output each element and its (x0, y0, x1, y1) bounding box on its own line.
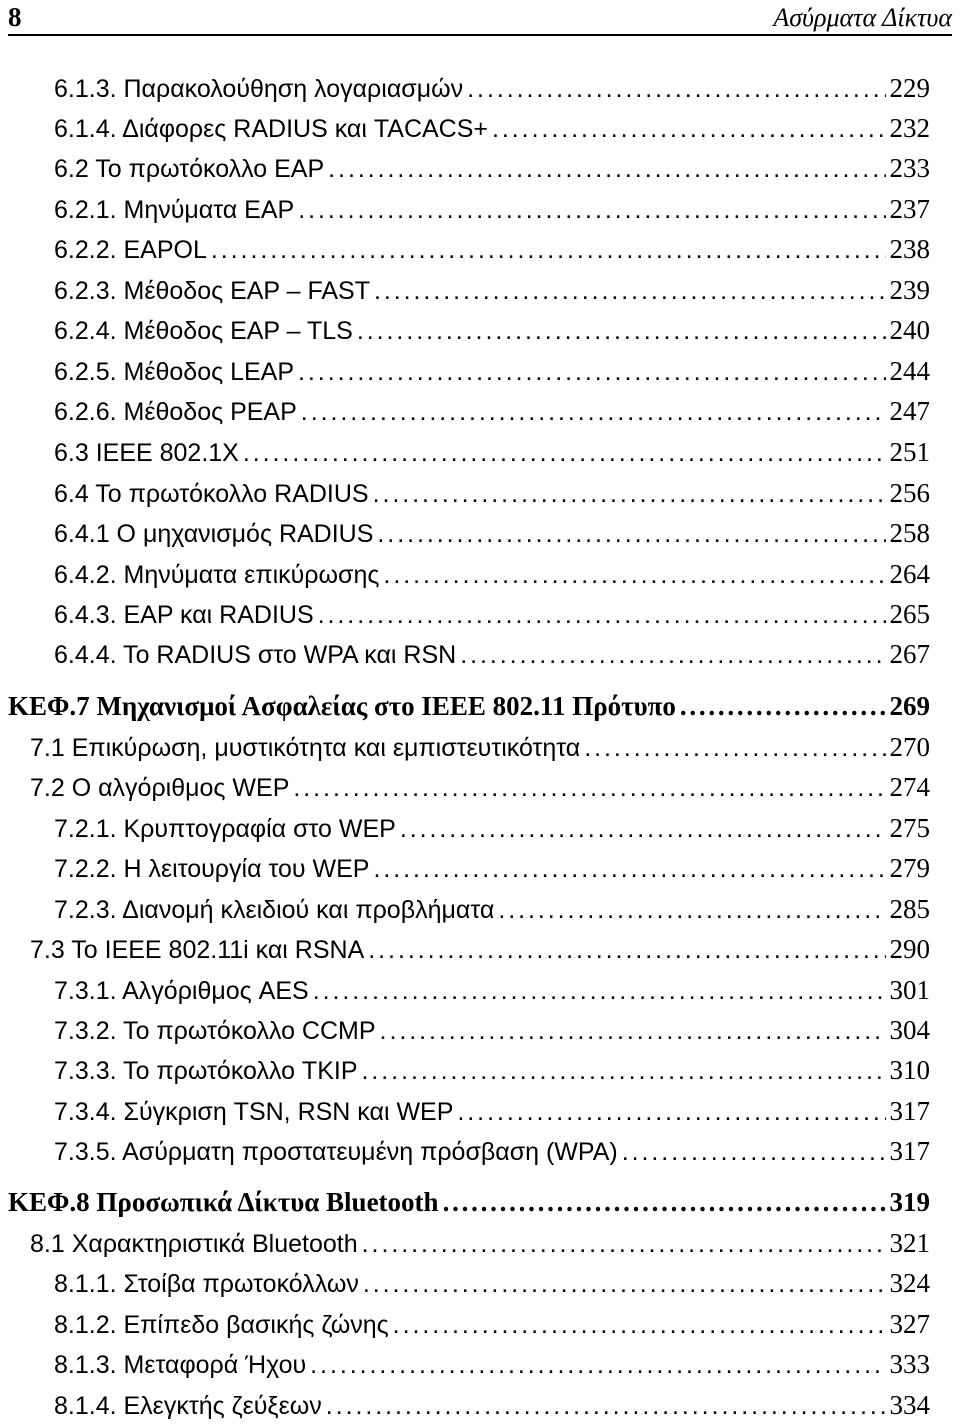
toc-entry-title: 7.3.5. Ασύρματη προστατευμένη πρόσβαση (WPA) (54, 1138, 618, 1166)
toc-entry[interactable] (54, 1344, 930, 1384)
toc-dot-leader (362, 1051, 886, 1091)
toc-entry-title: 7.1 Επικύρωση, μυστικότητα και εμπιστευτικότητα (30, 734, 581, 762)
toc-entry-page: 247 (889, 396, 930, 426)
toc-dot-leader (373, 849, 885, 889)
toc-entry-page: 279 (889, 853, 930, 883)
toc-dot-leader (293, 768, 885, 808)
toc-entry-page: 324 (889, 1268, 930, 1298)
toc-entry[interactable] (54, 848, 930, 888)
toc-entry-page: 267 (889, 639, 930, 669)
toc-entry-title: 6.4.2. Μηνύματα επικύρωσης (54, 561, 380, 589)
toc-entry-title: 6.2.5. Μέθοδος LEAP (54, 358, 295, 386)
toc-dot-leader (301, 392, 886, 432)
toc-dot-leader (492, 109, 886, 149)
toc-entry-title: 6.2.1. Μηνύματα EAP (54, 196, 295, 224)
toc-entry-title: 6.3 IEEE 802.1X (54, 439, 239, 467)
toc-entry[interactable] (54, 1385, 930, 1425)
toc-entry[interactable] (30, 929, 930, 969)
toc-entry[interactable] (54, 513, 930, 553)
toc-dot-leader (622, 1132, 886, 1172)
toc-dot-leader (310, 1345, 885, 1385)
toc-entry-title: 6.2.6. Μέθοδος PEAP (54, 398, 297, 426)
toc-entry-page: 229 (889, 73, 930, 103)
toc-dot-leader (326, 1386, 886, 1426)
toc-entry-title: 6.1.4. Διάφορες RADIUS και TACACS+ (54, 115, 488, 143)
toc-entry-page: 256 (889, 478, 930, 508)
toc-entry-page: 317 (889, 1136, 930, 1166)
toc-dot-leader (373, 474, 886, 514)
toc-entry-title: 7.2.1. Κρυπτογραφία στο WEP (54, 815, 396, 843)
toc-entry-page: 269 (889, 691, 930, 721)
toc-entry[interactable] (54, 189, 930, 229)
toc-dot-leader (467, 69, 885, 109)
toc-entry-title: 7.3.4. Σύγκριση TSN, RSN και WEP (54, 1098, 454, 1126)
toc-entry-page: 264 (889, 559, 930, 589)
toc-entry-title: 7.3.3. Το πρωτόκολλο TKIP (54, 1057, 358, 1085)
toc-dot-leader (318, 595, 886, 635)
toc-entry-page: 310 (889, 1055, 930, 1085)
toc-entry-page: 319 (889, 1187, 930, 1217)
toc-entry[interactable] (54, 148, 930, 188)
toc-entry-title: 6.4 Το πρωτόκολλο RADIUS (54, 480, 369, 508)
toc-entry-title: 8.1.1. Στοίβα πρωτοκόλλων (54, 1270, 359, 1298)
toc-dot-leader (298, 190, 885, 230)
toc-entry-page: 238 (889, 234, 930, 264)
toc-entry-page: 317 (889, 1096, 930, 1126)
toc-dot-leader (374, 271, 886, 311)
toc-entry-title: 7.2.3. Διανομή κλειδιού και προβλήματα (54, 896, 495, 924)
toc-dot-leader (383, 555, 885, 595)
toc-entry[interactable] (54, 1131, 930, 1171)
toc-dot-leader (377, 514, 885, 554)
toc-entry-title: ΚΕΦ.7 Μηχανισμοί Ασφαλείας στο IEEE 802.11 Πρότυπο (8, 691, 676, 721)
toc-entry[interactable] (54, 889, 930, 929)
toc-entry[interactable] (54, 432, 930, 472)
toc-entry-page: 290 (889, 934, 930, 964)
toc-entry[interactable] (54, 594, 930, 634)
toc-entry-page: 258 (889, 518, 930, 548)
toc-dot-leader (368, 930, 885, 970)
toc-entry-title: 7.3.1. Αλγόριθμος AES (54, 977, 309, 1005)
toc-entry-page: 327 (889, 1309, 930, 1339)
toc-entry-title: 8.1.3. Μεταφορά Ήχου (54, 1351, 307, 1379)
toc-dot-leader (357, 311, 886, 351)
toc-entry[interactable] (54, 229, 930, 269)
toc-dot-leader (393, 1305, 886, 1345)
toc-entry[interactable] (54, 351, 930, 391)
toc-dot-leader (457, 1092, 885, 1132)
toc-entry-page: 333 (889, 1349, 930, 1379)
toc-dot-leader (460, 635, 885, 675)
toc-entry[interactable] (54, 970, 930, 1010)
toc-chapter-entry[interactable] (8, 686, 930, 726)
toc-entry-title: 6.2 Το πρωτόκολλο EAP (54, 155, 325, 183)
toc-entry-title: 8.1.4. Ελεγκτής ζεύξεων (54, 1392, 322, 1420)
toc-entry-title: 6.4.1 Ο μηχανισμός RADIUS (54, 520, 374, 548)
toc-entry-page: 240 (889, 315, 930, 345)
toc-entry-title: 7.3.2. Το πρωτόκολλο CCMP (54, 1017, 376, 1045)
toc-entry-title: 6.1.3. Παρακολούθηση λογαριασμών (54, 75, 464, 103)
toc-entry[interactable] (30, 727, 930, 767)
toc-entry[interactable] (54, 808, 930, 848)
toc-entry-page: 334 (889, 1390, 930, 1420)
toc-dot-leader (211, 230, 886, 270)
toc-entry-page: 270 (889, 732, 930, 762)
toc-entry-page: 301 (889, 975, 930, 1005)
toc-entry-page: 265 (889, 599, 930, 629)
toc-dot-leader (498, 890, 885, 930)
toc-entry-page: 285 (889, 894, 930, 924)
toc-dot-leader (298, 352, 885, 392)
toc-entry-title: 7.3 Το IEEE 802.11i και RSNA (30, 936, 365, 964)
toc-dot-leader (313, 971, 886, 1011)
toc-entry-title: 6.4.3. EAP και RADIUS (54, 601, 314, 629)
toc-entry-title: 6.2.3. Μέθοδος EAP – FAST (54, 277, 370, 305)
toc-entry-title: 8.1 Χαρακτηριστικά Bluetooth (30, 1230, 358, 1258)
toc-entry-title: 6.2.2. EAPOL (54, 236, 207, 264)
toc-entry-page: 251 (889, 437, 930, 467)
toc-entry-page: 232 (889, 113, 930, 143)
toc-entry[interactable] (54, 270, 930, 310)
toc-entry[interactable] (54, 1304, 930, 1344)
toc-entry-page: 239 (889, 275, 930, 305)
toc-dot-leader (443, 1182, 886, 1222)
toc-entry-page: 304 (889, 1015, 930, 1045)
page-number: 8 (8, 2, 22, 32)
toc-entry-page: 244 (889, 356, 930, 386)
toc-entry-page: 274 (889, 772, 930, 802)
toc-entry-page: 321 (889, 1228, 930, 1258)
toc-entry-title: 7.2.2. Η λειτουργία του WEP (54, 855, 370, 883)
toc-entry[interactable] (54, 68, 930, 108)
toc-entry[interactable] (54, 391, 930, 431)
toc-dot-leader (400, 809, 886, 849)
toc-entry-title: 7.2 Ο αλγόριθμος WEP (30, 774, 290, 802)
toc-entry-title: 6.4.4. Το RADIUS στο WPA και RSN (54, 641, 457, 669)
toc-entry[interactable] (54, 1263, 930, 1303)
toc-dot-leader (680, 686, 886, 726)
toc-dot-leader (584, 728, 885, 768)
toc-dot-leader (243, 433, 886, 473)
toc-entry[interactable] (54, 108, 930, 148)
running-title: Ασύρματα Δίκτυα (773, 3, 952, 32)
toc-dot-leader (328, 149, 885, 189)
toc-entry[interactable] (54, 1050, 930, 1090)
toc-entry-title: ΚΕΦ.8 Προσωπικά Δίκτυα Bluetooth (8, 1187, 439, 1217)
toc-entry[interactable] (30, 1223, 930, 1263)
toc-dot-leader (363, 1264, 886, 1304)
toc-dot-leader (362, 1224, 886, 1264)
toc-entry-page: 233 (889, 153, 930, 183)
toc-entry[interactable] (54, 1010, 930, 1050)
toc-chapter-entry[interactable] (8, 1182, 930, 1222)
toc-entry[interactable] (54, 1091, 930, 1131)
toc-entry[interactable] (54, 634, 930, 674)
toc-dot-leader (380, 1011, 886, 1051)
page-header (8, 0, 952, 36)
toc-entry[interactable] (54, 473, 930, 513)
toc-entry[interactable] (30, 767, 930, 807)
toc-entry-title: 8.1.2. Επίπεδο βασικής ζώνης (54, 1311, 389, 1339)
toc-entry-page: 237 (889, 194, 930, 224)
toc-entry[interactable] (54, 554, 930, 594)
toc-entry-page: 275 (889, 813, 930, 843)
toc-entry-title: 6.2.4. Μέθοδος EAP – TLS (54, 317, 353, 345)
toc-entry[interactable] (54, 310, 930, 350)
